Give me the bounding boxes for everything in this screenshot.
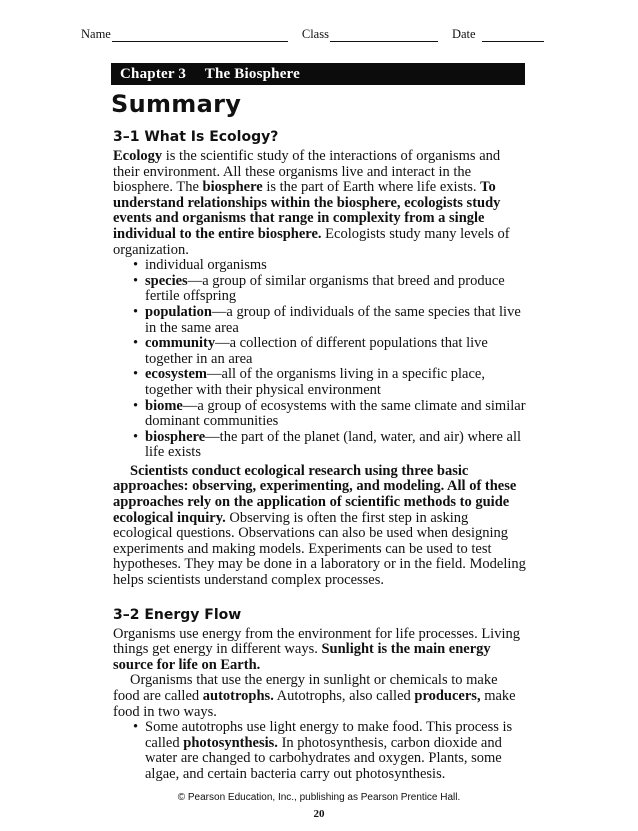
list-item: • biome—a group of ecosystems with the same climate and similar dominant communities [113,399,527,430]
class-field[interactable] [330,29,438,42]
list-item: • Some autotrophs use light energy to make food. This process is called photosynthesis. In photosynthesis, carbon dioxide and water are changed to carbohydrates and oxygen. Plants, some algae, and certain bacteria carry out photosynthesis. [113,720,527,782]
list-item: • population—a group of individuals of the same species that live in the same area [113,305,527,336]
energy-intro-paragraph: Organisms use energy from the environment for life processes. Living things get energy in different ways. Sunlight is the main energy source for life on Earth. [113,625,520,673]
chapter-banner [111,63,525,85]
page-title: Summary [111,90,242,118]
summary-content [113,128,527,783]
list-item: • ecosystem—all of the organisms living in a specific place, together with their physical environment [113,367,527,398]
copyright-footer: © Pearson Education, Inc., publishing as Pearson Prentice Hall. [177,792,461,803]
date-label: Date [451,27,476,41]
class-label: Class [301,27,329,41]
section-heading-ecology: 3–1 What Is Ecology? [113,129,279,145]
autotroph-methods-list [113,720,527,782]
chapter-title: The Biosphere [204,66,301,82]
list-item: • species—a group of similar organisms that breed and produce fertile offspring [113,274,527,305]
list-item: • community—a collection of different populations that live together in an area [113,336,527,367]
list-item: • individual organisms [113,258,527,274]
term-autotrophs: autotrophs. [202,688,274,704]
autotrophs-paragraph: Organisms that use the energy in sunlight or chemicals to make food are called autotrophs. Autotrophs, also called producers, make food in two ways. [113,672,516,720]
list-item: • biosphere—the part of the planet (land, water, and air) where all life exists [113,430,527,461]
term-ecology: Ecology [113,148,163,164]
section-heading-energy-flow: 3–2 Energy Flow [113,606,242,623]
key-concept-text: Sunlight is the main energy source for life on Earth. [113,641,491,673]
research-approaches-paragraph: Scientists conduct ecological research using three basic approaches: observing, experimenting, and modeling. All of these approaches rely on the application of scientific methods to guide ecological inquiry. Observing is often the first step in asking ecological questions. Observations can also be used when designing experiments and making models. Experiments can be used to test hypotheses. They may be done in a laboratory or in the field. Modeling helps scientists understand complex processes. [113,462,526,589]
key-concept-text: Scientists conduct ecological research using three basic approaches: observing, experimenting, and modeling. All of these approaches rely on the application of scientific methods to guide ecological inquiry. [113,462,517,526]
date-field[interactable] [482,29,544,42]
name-label: Name [81,27,111,41]
key-concept-text: To understand relationships within the biosphere, ecologists study events and organisms that range in complexity from a single individual to the entire biosphere. [113,179,501,242]
term-biosphere: biosphere [202,179,263,196]
page-number: 20 [313,808,325,820]
term-photosynthesis: photosynthesis. [183,734,278,751]
name-field[interactable] [112,29,288,42]
chapter-label: Chapter 3 [120,66,187,82]
worksheet-header [81,27,552,42]
ecology-intro-paragraph: Ecology is the scientific study of the interactions of organisms and their environment. All these organisms live and interact in the biosphere. The biosphere is the part of Earth where life exists. To understand relationships within the biosphere, ecologists study events and organisms that range in complexity from a single individual to the entire biosphere. Ecologists study many levels of organization. [113,148,510,258]
levels-of-organization-list [113,258,527,461]
term-producers: producers, [414,688,481,704]
